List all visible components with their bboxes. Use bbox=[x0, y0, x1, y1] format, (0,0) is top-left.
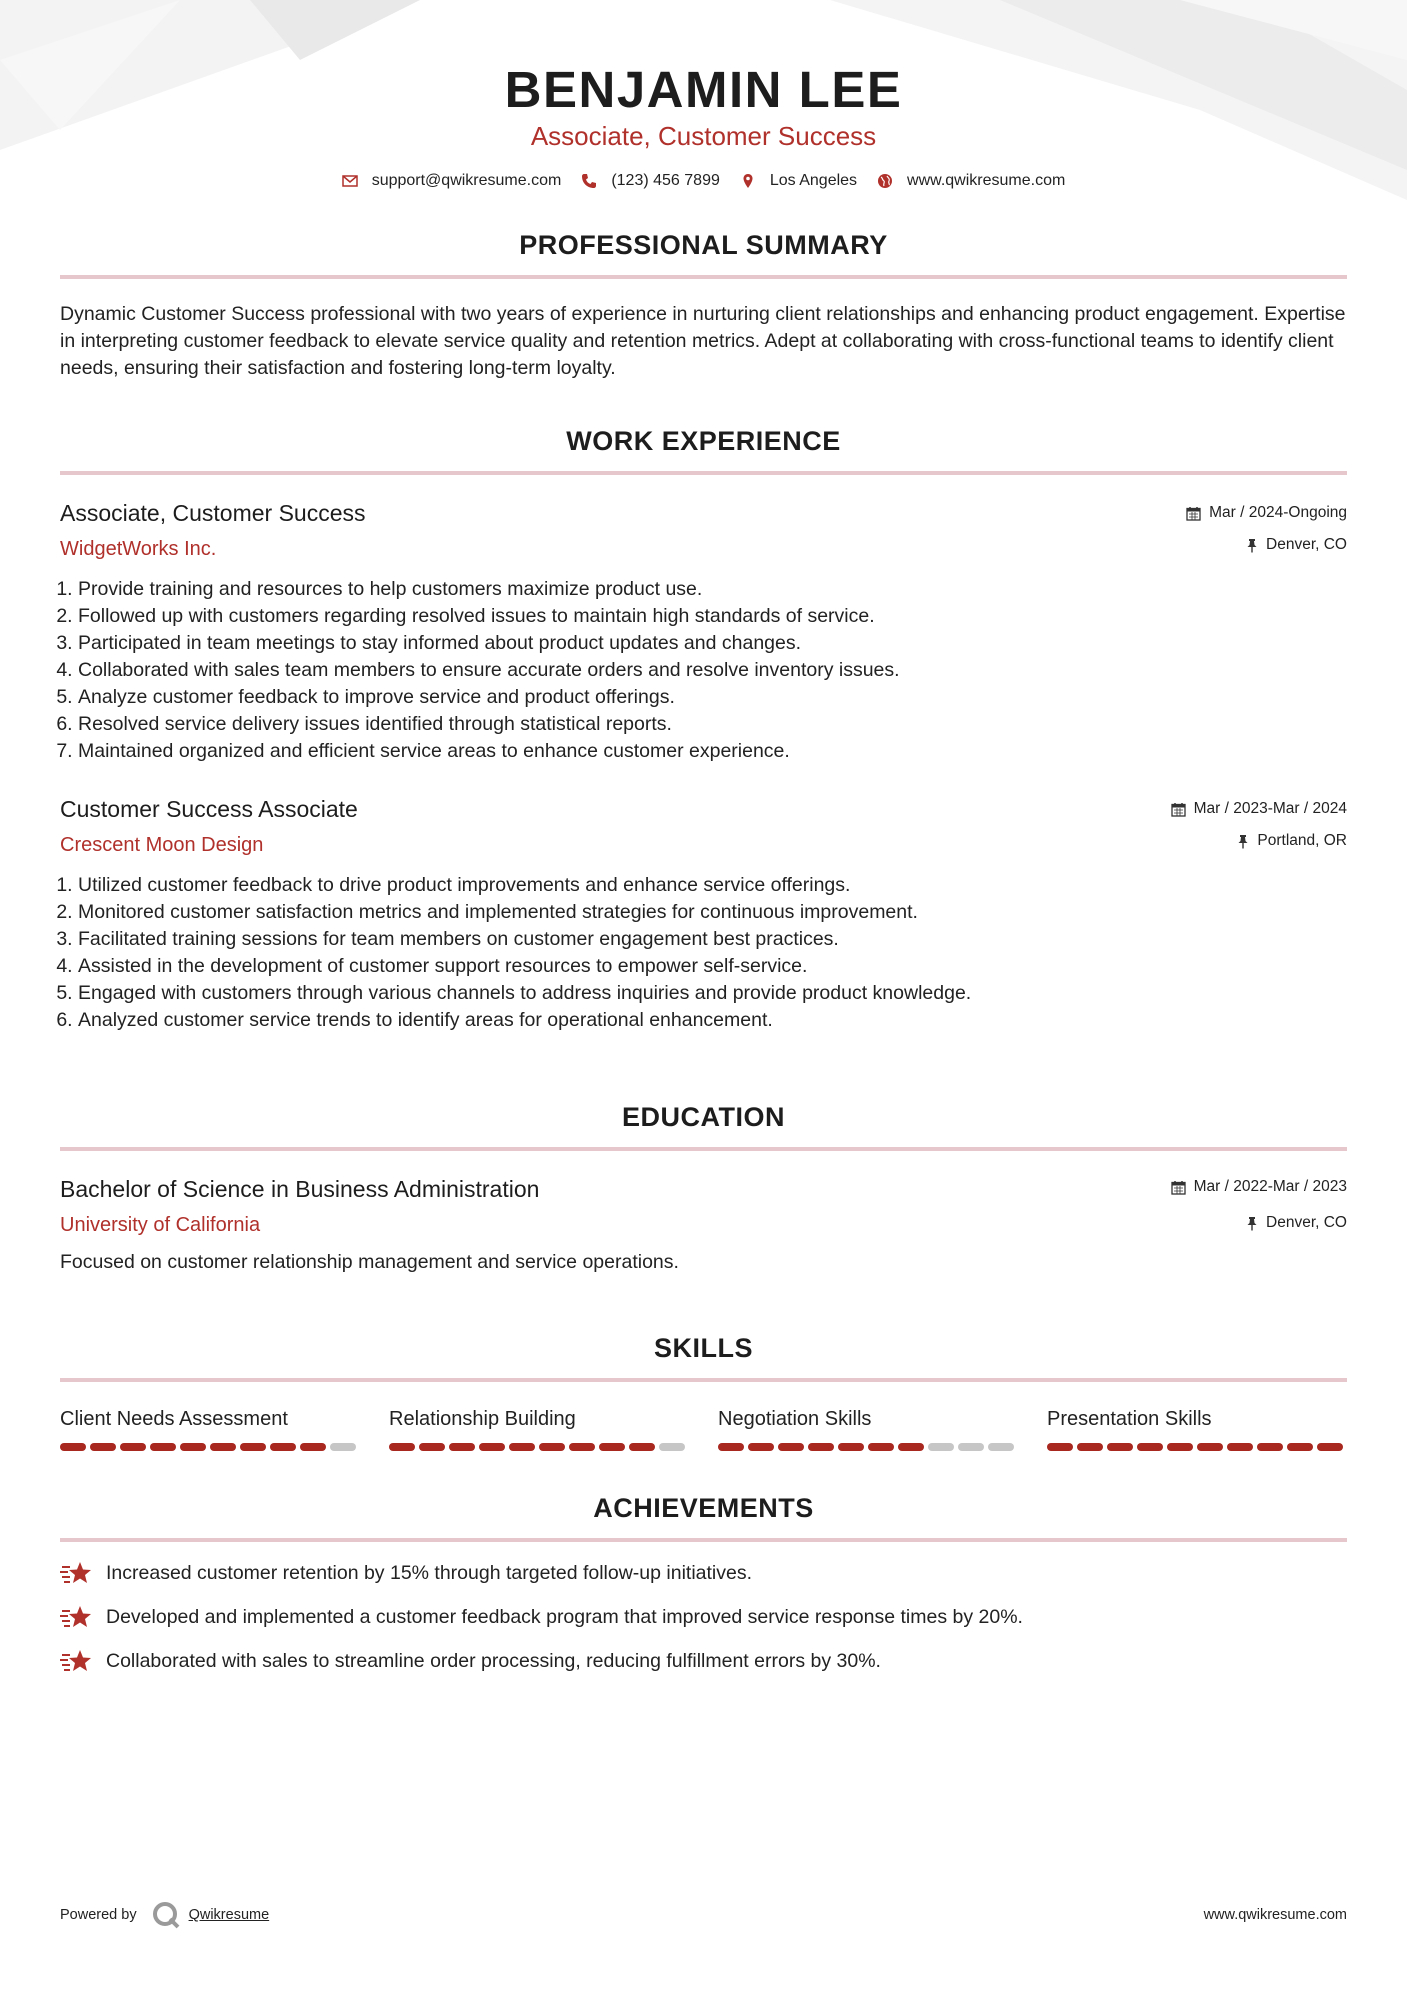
candidate-name: BENJAMIN LEE bbox=[504, 61, 903, 118]
envelope-icon bbox=[342, 173, 358, 189]
skill-name: Relationship Building bbox=[389, 1408, 576, 1430]
list-item: 6. Analyzed customer service trends to identify areas for operational enhancement. bbox=[78, 1007, 1347, 1034]
candidate-title: Associate, Customer Success bbox=[530, 121, 877, 151]
contact-website[interactable] bbox=[877, 172, 1065, 190]
list-item: 4. Collaborated with sales team members to ensure accurate orders and resolve inventory issues. bbox=[78, 657, 1347, 684]
pushpin-icon bbox=[1246, 538, 1258, 553]
skill-level-segment bbox=[509, 1443, 535, 1451]
skill-level-segment bbox=[419, 1443, 445, 1451]
skill-name: Negotiation Skills bbox=[718, 1408, 872, 1430]
skill-level-segment bbox=[180, 1443, 206, 1451]
achievement-text: Developed and implemented a customer feedback program that improved service response times by 20%. bbox=[106, 1606, 1023, 1628]
skill-level-segment bbox=[539, 1443, 565, 1451]
summary-text: Dynamic Customer Success professional with two years of experience in nurturing client relationships and enhancing product engagement. Expertise in interpreting customer feedback to elevate service quality and retention metrics. Adept at collaborating with cross-functional teams to identify client needs, ensuring their satisfaction and fostering long-term loyalty. bbox=[60, 303, 1346, 379]
skill-name: Client Needs Assessment bbox=[60, 1408, 288, 1430]
job-bullets bbox=[60, 576, 1347, 765]
skill-level-segment bbox=[389, 1443, 415, 1451]
phone-text: (123) 456 7899 bbox=[611, 172, 720, 189]
skill-item bbox=[60, 1407, 360, 1451]
list-item: 7. Maintained organized and efficient service areas to enhance customer experience. bbox=[78, 738, 1347, 765]
achievements-section bbox=[60, 1493, 1347, 1674]
skill-level-bar bbox=[718, 1443, 1018, 1451]
skill-level-segment bbox=[748, 1443, 774, 1451]
calendar-icon bbox=[1186, 506, 1201, 521]
skills-list bbox=[60, 1407, 1347, 1451]
job-dates: Mar / 2023-Mar / 2024 bbox=[1193, 800, 1347, 817]
skill-level-segment bbox=[330, 1443, 356, 1451]
achievement-item bbox=[60, 1648, 1347, 1674]
achievement-item bbox=[60, 1604, 1347, 1630]
skill-item bbox=[718, 1407, 1018, 1451]
skill-item bbox=[389, 1407, 689, 1451]
education-heading: EDUCATION bbox=[622, 1102, 785, 1132]
job-title: Associate, Customer Success bbox=[60, 500, 366, 526]
achievement-item bbox=[60, 1560, 1347, 1586]
star-icon bbox=[60, 1648, 94, 1674]
calendar-icon bbox=[1171, 802, 1186, 817]
job-location: Denver, CO bbox=[1266, 536, 1347, 553]
experience-heading: WORK EXPERIENCE bbox=[566, 426, 841, 456]
skill-level-segment bbox=[449, 1443, 475, 1451]
skill-level-segment bbox=[1317, 1443, 1343, 1451]
section-divider bbox=[60, 275, 1347, 279]
skill-level-segment bbox=[838, 1443, 864, 1451]
skill-level-segment bbox=[958, 1443, 984, 1451]
skill-level-segment bbox=[898, 1443, 924, 1451]
pushpin-icon bbox=[1246, 1216, 1258, 1231]
footer-website[interactable]: www.qwikresume.com bbox=[1203, 1907, 1347, 1923]
skill-level-segment bbox=[240, 1443, 266, 1451]
list-item: 2. Monitored customer satisfaction metrics and implemented strategies for continuous improvement. bbox=[78, 899, 1347, 926]
job-location: Portland, OR bbox=[1257, 832, 1347, 849]
skill-name: Presentation Skills bbox=[1047, 1408, 1212, 1430]
skill-level-segment bbox=[808, 1443, 834, 1451]
map-pin-icon bbox=[740, 173, 756, 189]
job-entry bbox=[60, 795, 1347, 1034]
skills-heading: SKILLS bbox=[653, 1333, 753, 1363]
school-name: University of California bbox=[60, 1214, 261, 1236]
list-item: 6. Resolved service delivery issues identified through statistical reports. bbox=[78, 711, 1347, 738]
education-location: Denver, CO bbox=[1266, 1214, 1347, 1231]
skill-level-segment bbox=[718, 1443, 744, 1451]
skill-level-bar bbox=[389, 1443, 689, 1451]
skill-level-segment bbox=[569, 1443, 595, 1451]
email-text: support@qwikresume.com bbox=[371, 172, 562, 189]
star-icon bbox=[60, 1560, 94, 1586]
skill-level-segment bbox=[1227, 1443, 1253, 1451]
list-item: 2. Followed up with customers regarding resolved issues to maintain high standards of service. bbox=[78, 603, 1347, 630]
skill-level-segment bbox=[479, 1443, 505, 1451]
list-item: 3. Facilitated training sessions for team members on customer engagement best practices. bbox=[78, 926, 1347, 953]
achievement-text: Increased customer retention by 15% through targeted follow-up initiatives. bbox=[106, 1562, 753, 1584]
degree-title: Bachelor of Science in Business Administration bbox=[60, 1176, 540, 1202]
skill-level-segment bbox=[868, 1443, 894, 1451]
job-bullets bbox=[60, 872, 1347, 1034]
skill-level-segment bbox=[90, 1443, 116, 1451]
list-item: 5. Engaged with customers through various channels to address inquiries and provide product knowledge. bbox=[78, 980, 1347, 1007]
job-entry bbox=[60, 499, 1347, 765]
skill-level-segment bbox=[1077, 1443, 1103, 1451]
education-section bbox=[60, 1102, 1347, 1275]
education-dates: Mar / 2022-Mar / 2023 bbox=[1193, 1178, 1347, 1195]
section-divider bbox=[60, 1378, 1347, 1382]
qwikresume-logo-icon bbox=[151, 1900, 181, 1930]
company-name: WidgetWorks Inc. bbox=[60, 538, 217, 560]
job-title: Customer Success Associate bbox=[60, 796, 358, 822]
section-divider bbox=[60, 1147, 1347, 1151]
summary-section bbox=[60, 230, 1347, 382]
skill-item bbox=[1047, 1407, 1347, 1451]
skill-level-bar bbox=[1047, 1443, 1347, 1451]
skill-level-segment bbox=[1287, 1443, 1313, 1451]
skill-level-segment bbox=[1257, 1443, 1283, 1451]
globe-icon bbox=[877, 173, 893, 189]
skill-level-segment bbox=[1137, 1443, 1163, 1451]
contact-email[interactable] bbox=[342, 172, 562, 190]
list-item: 1. Provide training and resources to help customers maximize product use. bbox=[78, 576, 1347, 603]
skill-level-segment bbox=[599, 1443, 625, 1451]
contact-bar bbox=[60, 172, 1347, 190]
skill-level-segment bbox=[150, 1443, 176, 1451]
education-description: Focused on customer relationship management and service operations. bbox=[60, 1251, 679, 1273]
list-item: 4. Assisted in the development of customer support resources to empower self-service. bbox=[78, 953, 1347, 980]
skill-level-segment bbox=[1107, 1443, 1133, 1451]
section-divider bbox=[60, 1538, 1347, 1542]
achievement-text: Collaborated with sales to streamline order processing, reducing fulfillment errors by 30%. bbox=[106, 1650, 881, 1672]
list-item: 1. Utilized customer feedback to drive product improvements and enhance service offerings. bbox=[78, 872, 1347, 899]
contact-phone[interactable] bbox=[581, 172, 720, 190]
qwikresume-link[interactable]: Qwikresume bbox=[188, 1907, 270, 1923]
skill-level-segment bbox=[120, 1443, 146, 1451]
skill-level-segment bbox=[1167, 1443, 1193, 1451]
skill-level-segment bbox=[1047, 1443, 1073, 1451]
section-divider bbox=[60, 471, 1347, 475]
skill-level-segment bbox=[1197, 1443, 1223, 1451]
skills-section bbox=[60, 1333, 1347, 1451]
resume-header bbox=[60, 0, 1347, 190]
powered-by-label: Powered by bbox=[60, 1907, 137, 1923]
skill-level-segment bbox=[629, 1443, 655, 1451]
skill-level-segment bbox=[659, 1443, 685, 1451]
skill-level-segment bbox=[988, 1443, 1014, 1451]
job-dates: Mar / 2024-Ongoing bbox=[1209, 504, 1347, 521]
phone-icon bbox=[581, 173, 597, 189]
skill-level-bar bbox=[60, 1443, 360, 1451]
location-text: Los Angeles bbox=[769, 172, 858, 189]
page-footer bbox=[60, 1900, 1347, 1930]
skill-level-segment bbox=[778, 1443, 804, 1451]
skill-level-segment bbox=[60, 1443, 86, 1451]
list-item: 3. Participated in team meetings to stay informed about product updates and changes. bbox=[78, 630, 1347, 657]
calendar-icon bbox=[1171, 1180, 1186, 1195]
website-text: www.qwikresume.com bbox=[907, 172, 1066, 189]
company-name: Crescent Moon Design bbox=[60, 834, 264, 856]
summary-heading: PROFESSIONAL SUMMARY bbox=[519, 230, 888, 260]
list-item: 5. Analyze customer feedback to improve service and product offerings. bbox=[78, 684, 1347, 711]
skill-level-segment bbox=[928, 1443, 954, 1451]
pushpin-icon bbox=[1237, 834, 1249, 849]
experience-section bbox=[60, 426, 1347, 1034]
skill-level-segment bbox=[270, 1443, 296, 1451]
skill-level-segment bbox=[210, 1443, 236, 1451]
achievements-heading: ACHIEVEMENTS bbox=[593, 1493, 814, 1523]
skill-level-segment bbox=[300, 1443, 326, 1451]
contact-location bbox=[740, 172, 857, 190]
star-icon bbox=[60, 1604, 94, 1630]
